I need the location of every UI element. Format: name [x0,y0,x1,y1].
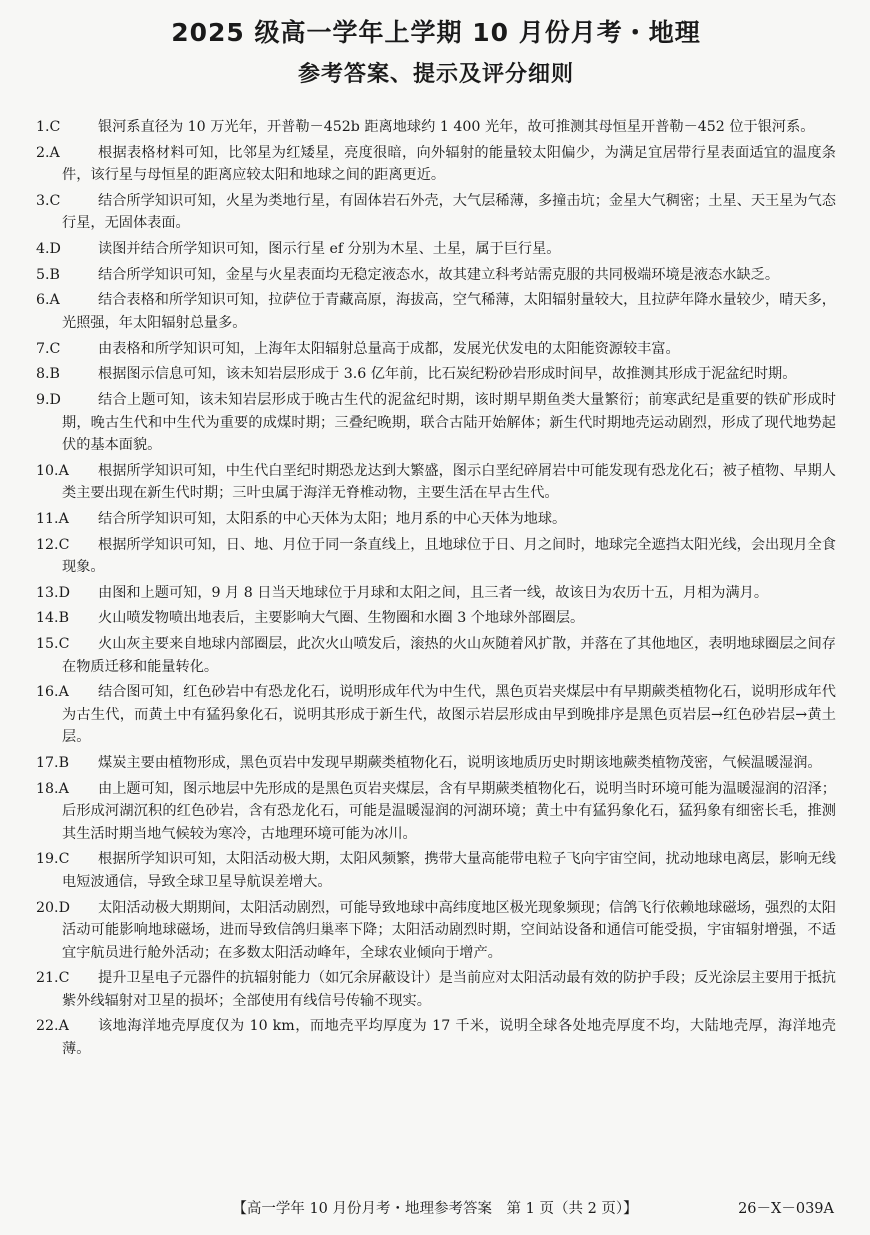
answer-explanation: 火山灰主要来自地球内部圈层，此次火山喷发后，滚热的火山灰随着风扩散，并落在了其他地区，表明地球圈层之间存在物质迁移和能量转化。 [62,636,836,675]
answer-explanation: 银河系直径为 10 万光年，开普勒－452b 距离地球约 1 400 光年，故可推测其母恒星开普勒－452 位于银河系。 [98,119,815,135]
answer-item [36,289,836,334]
answer-explanation: 结合上题可知，该未知岩层形成于晚古生代的泥盆纪时期，该时期早期鱼类大量繁衍；前寒武纪是重要的铁矿形成时期，晚古生代和中生代为重要的成煤时期；三叠纪晚期，联合古陆开始解体；新生代时期地壳运动剧烈，形成了现代地势起伏的基本面貌。 [62,392,836,453]
answer-item [36,190,836,235]
answer-explanation: 太阳活动极大期期间，太阳活动剧烈，可能导致地球中高纬度地区极光现象频现；信鸽飞行依赖地球磁场，强烈的太阳活动可能影响地球磁场，进而导致信鸽归巢率下降；太阳活动剧烈时期，空间站设备和通信可能受损，宇宙辐射增强，不适宜宇航员进行舱外活动；在多数太阳活动峰年，全球农业倾向于增产。 [62,899,836,961]
answer-item [36,116,836,139]
answer-number: 10.A [36,462,69,479]
answer-explanation: 根据所学知识可知，日、地、月位于同一条直线上，且地球位于日、月之间时，地球完全遮挡太阳光线，会出现月全食现象。 [62,536,836,576]
answer-explanation: 火山喷发物喷出地表后，主要影响大气圈、生物圈和水圈 3 个地球外部圈层。 [98,610,585,627]
answer-item [36,778,836,846]
page-subtitle: 参考答案、提示及评分细则 [297,62,574,87]
answer-explanation: 根据图示信息可知，该未知岩层形成于 3.6 亿年前，比石炭纪粉砂岩形成时间早，故推测其形成于泥盆纪时期。 [98,366,797,383]
answer-explanation: 根据所学知识可知，中生代白垩纪时期恐龙达到大繁盛，图示白垩纪碎屑岩中可能发现有恐龙化石；被子植物、早期人类主要出现在新生代时期；三叶虫属于海洋无脊椎动物，主要生活在早古生代。 [62,462,836,502]
answer-item [36,607,836,630]
answer-number: 18.A [36,780,69,797]
answer-explanation: 根据所学知识可知，太阳活动极大期，太阳风频繁，携带大量高能带电粒子飞向宇宙空间，扰动地球电离层，影响无线电短波通信，导致全球卫星导航误差增大。 [62,851,836,890]
footer-document-code: 26－X－039A [738,1201,834,1217]
answer-item [36,633,836,678]
answer-number: 4.D [36,241,61,258]
answer-number: 2.A [36,144,60,161]
answer-item [36,264,836,287]
answer-explanation: 由上题可知，图示地层中先形成的是黑色页岩夹煤层，含有早期蕨类植物化石，说明当时环境可能为温暖湿润的沼泽；后形成河湖沉积的红色砂岩，含有恐龙化石，可能是温暖湿润的河湖环境；黄土中有猛犸象化石，猛犸象有细密长毛，推测其生活时期当地气候较为寒冷，古地理环境可能为冰川。 [62,780,836,842]
answer-item [36,389,836,457]
answer-item [36,848,836,893]
answer-explanation: 结合所学知识可知，金星与火星表面均无稳定液态水，故其建立科考站需克服的共同极端环境是液态水缺乏。 [98,266,780,283]
answer-number: 21.C [36,970,70,987]
answer-item [36,681,836,749]
answer-number: 8.B [36,366,60,383]
answer-item [36,142,836,187]
answer-explanation: 结合表格和所学知识可知，拉萨位于青藏高原，海拔高，空气稀薄，太阳辐射量较大，且拉萨年降水量较少，晴天多，光照强，年太阳辐射总量多。 [62,292,836,331]
answer-explanation: 根据表格材料可知，比邻星为红矮星，亮度很暗，向外辐射的能量较太阳偏少，为满足宜居带行星表面适宜的温度条件，该行星与母恒星的距离应较太阳和地球之间的距离更近。 [62,144,836,184]
answer-item [36,967,836,1012]
answer-item [36,582,836,605]
answer-item [36,1015,836,1060]
answer-number: 19.C [36,851,70,868]
answer-number: 15.C [36,636,70,653]
answer-number: 13.D [36,584,70,601]
answer-explanation: 煤炭主要由植物形成，黑色页岩中发现早期蕨类植物化石，说明该地质历史时期该地蕨类植物茂密，气候温暖湿润。 [98,755,822,771]
answer-item [36,534,836,579]
answer-number: 7.C [36,340,61,357]
answer-number: 12.C [36,536,70,553]
answer-number: 22.A [36,1018,69,1035]
answer-number: 6.A [36,292,60,309]
answer-number: 16.A [36,684,69,701]
answer-explanation: 结合图可知，红色砂岩中有恐龙化石，说明形成年代为中生代，黑色页岩夹煤层中有早期蕨类植物化石，说明形成年代为古生代，而黄土中有猛犸象化石，说明其形成于新生代，故图示岩层形成由早到晚排序是黑色页岩层→红色砂岩层→黄土层。 [62,684,836,746]
answer-number: 14.B [36,610,69,627]
answer-number: 1.C [36,119,61,135]
answer-list [36,116,836,1060]
answer-explanation: 由表格和所学知识可知，上海年太阳辐射总量高于成都，发展光伏发电的太阳能资源较丰富。 [98,340,680,357]
answer-item [36,508,836,531]
answer-number: 20.D [36,899,70,916]
answer-number: 5.B [36,266,60,283]
answer-explanation: 提升卫星电子元器件的抗辐射能力（如冗余屏蔽设计）是当前应对太阳活动最有效的防护手段；反光涂层主要用于抵抗紫外线辐射对卫星的损坏；全部使用有线信号传输不现实。 [62,970,836,1009]
footer-page-info: 【高一学年 10 月份月考・地理参考答案 第 1 页（共 2 页）】 [232,1201,638,1217]
answer-explanation: 结合所学知识可知，火星为类地行星，有固体岩石外壳，大气层稀薄，多撞击坑；金星大气稠密；土星、天王星为气态行星，无固体表面。 [62,192,836,232]
answer-number: 9.D [36,392,61,408]
page-title: 2025 级高一学年上学期 10 月份月考・地理 [171,18,701,47]
answer-item [36,752,836,775]
answer-item [36,338,836,361]
answer-item [36,460,836,505]
answer-explanation: 读图并结合所学知识可知，图示行星 ef 分别为木星、土星，属于巨行星。 [98,241,561,258]
answer-explanation: 由图和上题可知，9 月 8 日当天地球位于月球和太阳之间，且三者一线，故该日为农历十五，月相为满月。 [98,584,769,601]
answer-number: 17.B [36,755,69,771]
answer-item [36,238,836,261]
answer-item [36,363,836,386]
answer-number: 11.A [36,510,69,527]
answer-explanation: 结合所学知识可知，太阳系的中心天体为太阳；地月系的中心天体为地球。 [98,510,567,527]
answer-item [36,897,836,965]
answer-explanation: 该地海洋地壳厚度仅为 10 km，而地壳平均厚度为 17 千米，说明全球各处地壳厚度不均，大陆地壳厚，海洋地壳薄。 [62,1018,836,1057]
answer-number: 3.C [36,192,61,209]
